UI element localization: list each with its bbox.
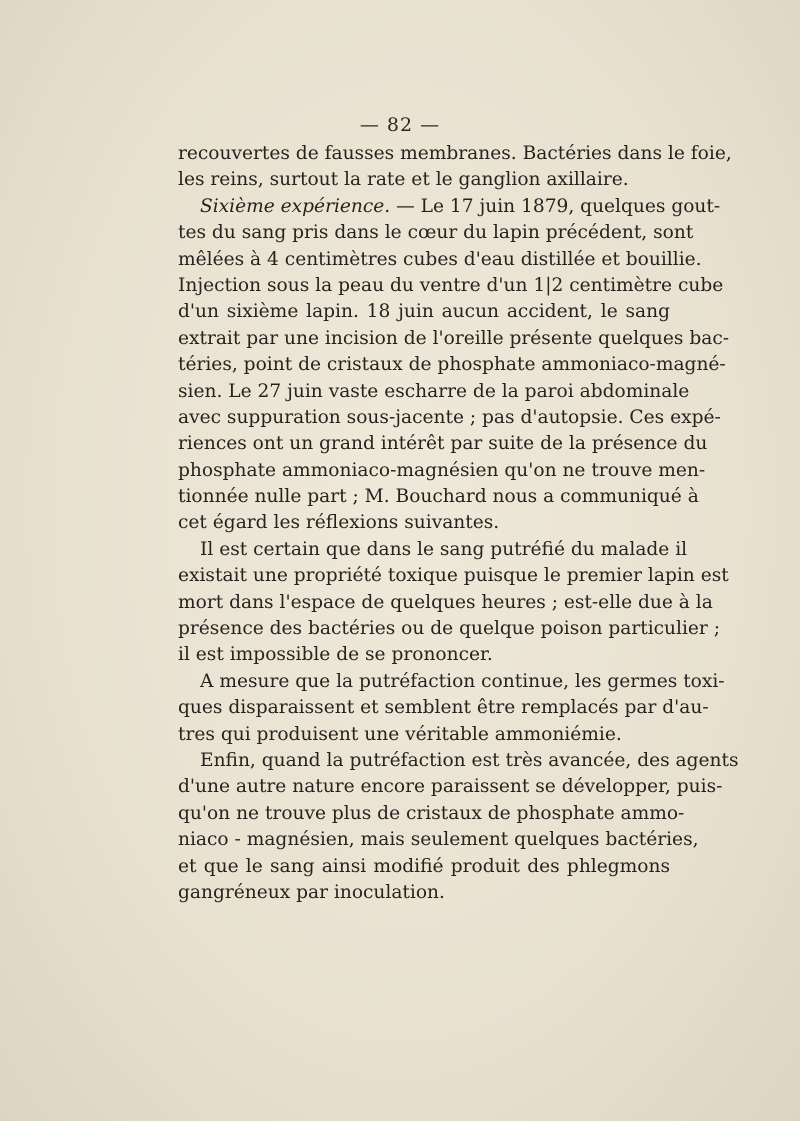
line-text: sien. Le 27 juin vaste escharre de la paroi abdominale <box>178 380 690 402</box>
text-line <box>178 352 726 378</box>
text-line <box>178 695 709 721</box>
text-line <box>178 642 670 668</box>
text-line <box>178 748 739 774</box>
text-line <box>178 379 690 405</box>
text-line <box>178 326 730 352</box>
body-text <box>178 141 739 906</box>
text-line <box>178 590 713 616</box>
text-line <box>178 563 729 589</box>
line-text: ques disparaissent et semblent être remplacés par d'au- <box>178 697 709 719</box>
line-text: cet égard les réflexions suivantes. <box>178 512 500 534</box>
text-line <box>178 220 694 246</box>
text-line <box>178 774 723 800</box>
line-text: avec suppuration sous-jacente ; pas d'autopsie. Ces expé- <box>178 406 721 428</box>
text-line <box>178 722 670 748</box>
text-line <box>178 484 699 510</box>
line-text: présence des bactéries ou de quelque poison particulier ; <box>178 618 720 640</box>
page-number: — 82 — <box>359 114 441 136</box>
text-line <box>178 854 670 880</box>
text-line <box>178 669 725 695</box>
line-text: niaco - magnésien, mais seulement quelques bactéries, <box>178 829 699 851</box>
line-text: A mesure que la putréfaction continue, les germes toxi- <box>200 670 725 692</box>
text-line <box>178 510 670 536</box>
line-text: d'une autre nature encore paraissent se développer, puis- <box>178 776 723 798</box>
line-text: Enfin, quand la putréfaction est très avancée, des agents <box>200 749 739 771</box>
line-text: il est impossible de se prononcer. <box>178 644 493 666</box>
text-line <box>178 616 720 642</box>
text-line <box>178 194 721 220</box>
line-text: existait une propriété toxique puisque le premier lapin est <box>178 565 729 587</box>
line-text: — Le 17 juin 1879, quelques gout- <box>390 195 721 217</box>
italic-heading: Sixième expérience. <box>200 195 391 217</box>
text-line <box>178 537 688 563</box>
line-text: tionnée nulle part ; M. Bouchard nous a communiqué à <box>178 486 699 508</box>
line-text: mort dans l'espace de quelques heures ; est-elle due à la <box>178 591 713 613</box>
text-line <box>178 405 721 431</box>
line-text: et que le sang ainsi modifié produit des phlegmons <box>178 855 670 877</box>
text-line <box>178 880 670 906</box>
text-line <box>178 247 702 273</box>
text-line <box>178 458 706 484</box>
line-text: tres qui produisent une véritable ammoniémie. <box>178 723 622 745</box>
text-line <box>178 801 685 827</box>
line-text: mêlées à 4 centimètres cubes d'eau distillée et bouillie. <box>178 248 702 270</box>
line-text: phosphate ammoniaco-magnésien qu'on ne trouve men- <box>178 459 706 481</box>
line-text: qu'on ne trouve plus de cristaux de phosphate ammo- <box>178 802 685 824</box>
line-text: recouvertes de fausses membranes. Bactéries dans le foie, <box>178 143 732 164</box>
text-line <box>178 431 708 457</box>
line-text: extrait par une incision de l'oreille présente quelques bac- <box>178 327 730 349</box>
text-line <box>178 273 724 299</box>
line-text: Il est certain que dans le sang putréfié du malade il <box>200 538 688 560</box>
line-text: tes du sang pris dans le cœur du lapin précédent, sont <box>178 222 694 244</box>
text-line <box>178 827 699 853</box>
line-text: d'un sixième lapin. 18 juin aucun accident, le sang <box>178 301 670 323</box>
line-text: gangréneux par inoculation. <box>178 881 445 903</box>
text-line <box>178 141 732 167</box>
text-line <box>178 299 670 325</box>
text-line <box>178 167 670 193</box>
line-text: Injection sous la peau du ventre d'un 1|2 centimètre cube <box>178 274 724 296</box>
line-text: riences ont un grand intérêt par suite de la présence du <box>178 433 708 455</box>
line-text: les reins, surtout la rate et le ganglion axillaire. <box>178 169 629 191</box>
line-text: téries, point de cristaux de phosphate ammoniaco-magné- <box>178 354 726 376</box>
